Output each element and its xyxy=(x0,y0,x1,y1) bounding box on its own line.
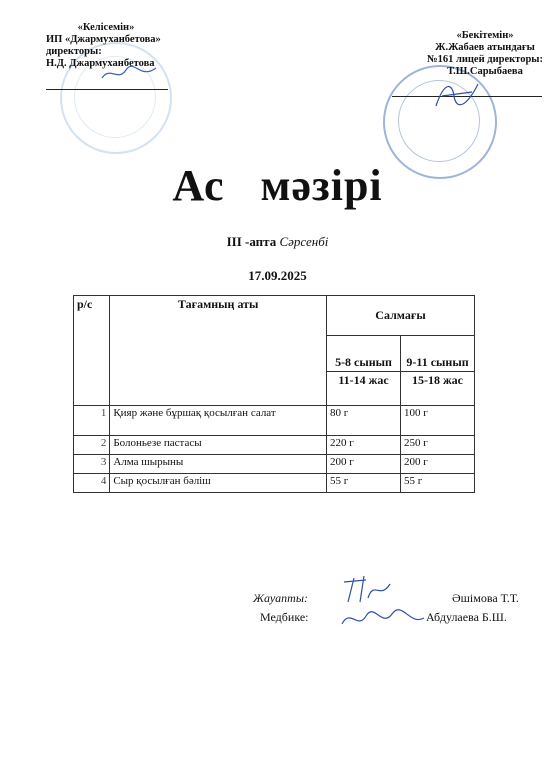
row-number: 2 xyxy=(74,436,110,455)
weight-group-1: 80 г xyxy=(327,406,401,436)
approval-right-name: Т.Ш.Сарыбаева xyxy=(447,66,523,77)
nurse-name: Абдулаева Б.Ш. xyxy=(426,610,507,624)
weight-group-2: 200 г xyxy=(401,455,475,474)
left-signature-mark xyxy=(100,64,160,89)
row-number: 3 xyxy=(74,455,110,474)
nurse-signature-mark xyxy=(338,606,428,637)
grade-group-1: 5-8 сынып xyxy=(327,336,401,372)
week-day xyxy=(0,234,555,250)
table-row xyxy=(74,474,475,493)
table-header-row xyxy=(74,296,475,336)
column-header-number: р/с xyxy=(74,296,110,406)
grade-group-2: 9-11 сынып xyxy=(401,336,475,372)
dish-name: Қияр және бұршақ қосылған салат xyxy=(110,406,327,436)
title-word-1: Ас xyxy=(172,161,225,210)
approval-left-line1: ИП «Джармуханбетова» xyxy=(46,34,161,45)
column-header-weight: Салмағы xyxy=(327,296,475,336)
age-group-1: 11-14 жас xyxy=(327,372,401,406)
page-title xyxy=(0,160,555,211)
column-header-dish: Тағамның аты xyxy=(110,296,327,406)
dish-name: Болоньезе пастасы xyxy=(110,436,327,455)
weight-group-1: 220 г xyxy=(327,436,401,455)
approval-left-line2: директоры: xyxy=(46,46,102,57)
weight-group-1: 55 г xyxy=(327,474,401,493)
dish-name: Сыр қосылған бәліш xyxy=(110,474,327,493)
right-signature-mark xyxy=(432,78,482,117)
table-row xyxy=(74,436,475,455)
row-number: 1 xyxy=(74,406,110,436)
approval-left-signature-line xyxy=(46,89,168,90)
approval-right-title: «Бекітемін» xyxy=(456,30,514,41)
row-number: 4 xyxy=(74,474,110,493)
approval-left-title: «Келісемін» xyxy=(77,22,135,33)
approval-right-line2: №161 лицей директоры: xyxy=(427,54,543,65)
weight-group-1: 200 г xyxy=(327,455,401,474)
menu-table xyxy=(73,295,475,493)
weight-group-2: 55 г xyxy=(401,474,475,493)
table-row xyxy=(74,406,475,436)
responsible-name: Әшімова Т.Т. xyxy=(452,591,519,605)
nurse-label: Медбике: xyxy=(260,610,309,624)
week-label: III -апта xyxy=(226,234,277,249)
weight-group-2: 100 г xyxy=(401,406,475,436)
weight-group-2: 250 г xyxy=(401,436,475,455)
dish-name: Алма шырыны xyxy=(110,455,327,474)
approval-right xyxy=(420,30,550,78)
approval-right-line1: Ж.Жабаев атындағы xyxy=(435,42,535,53)
age-group-2: 15-18 жас xyxy=(401,372,475,406)
approval-left-name: Н.Д. Джармуханбетова xyxy=(46,58,155,69)
title-word-2: мәзірі xyxy=(260,161,383,210)
approval-left xyxy=(46,22,176,70)
menu-date: 17.09.2025 xyxy=(248,268,307,283)
day-label: Сәрсенбі xyxy=(279,234,329,249)
responsible-label: Жауапты: xyxy=(253,591,308,605)
table-row xyxy=(74,455,475,474)
